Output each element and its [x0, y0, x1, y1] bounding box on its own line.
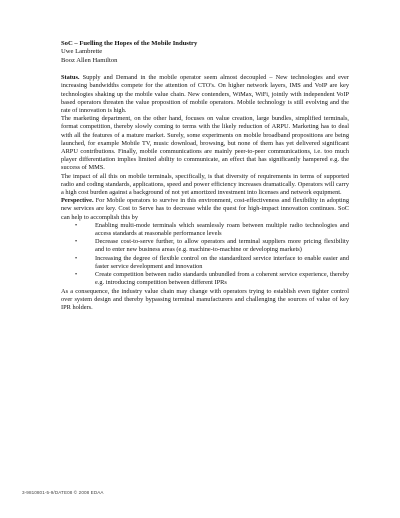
list-item-text: Decrease cost-to-serve further, to allow operators and terminal suppliers more pricing flexibility and to enter new business areas (e.g. machine-to-machine or developing markets): [95, 238, 349, 254]
bullet-icon: •: [75, 239, 78, 246]
terminals-paragraph: The impact of all this on mobile terminals, specifically, is that diversity of requirements in terms of supported radio and coding standards, applications, speed and power efficiency increases dramatically. Operators will carry a high cost burden against a background of not yet amortized investment into licenses and network equipment.: [61, 172, 349, 197]
author-block: [61, 48, 349, 65]
list-item-text: Enabling multi-mode terminals which seamlessly roam between multiple radio technologies and access standards at reasonable performance levels: [95, 221, 349, 238]
closing-paragraph: As a consequence, the industry value chain may change with operators trying to establish even tighter control over system design and thereby bypassing terminal manufacturers and challenging the sources of value of key IPR holders.: [61, 287, 349, 311]
list-item-text: Increasing the degree of flexible control on the standardized service interface to enable easier and faster service development and innovation: [95, 254, 349, 270]
perspective-heading: Perspective.: [61, 197, 94, 205]
list-item: [61, 222, 349, 238]
list-item-text: Create competition between radio standards unbundled from a coherent service experience, thereby e.g. introducing competition between different IPRs: [95, 271, 349, 287]
bullet-icon: •: [75, 222, 78, 229]
document-body: [61, 40, 349, 312]
status-text: Supply and Demand in the mobile operator seem almost decoupled – New technologies and ever increasing bandwidths compete for the attention of CTO's. On higher network layers, IMS and VoIP are key technologies shaking up the mobile value chain. New contenders, WiMax, WiFi, jointly with independent VoIP based operators threaten the value proposition of mobile operators. Mobile technology is still evolving and the rate of innovation is high.: [61, 74, 349, 115]
perspective-text: For Mobile operators to survive in this environment, cost-effectiveness and flexibility in adopting new services are key. Cost to Serve has to decrease while the quest for high-impact innovation continues. SoC can help to accomplish this by: [61, 197, 349, 221]
list-item: [61, 238, 349, 254]
page-footer: 3-9810801-5-9/DATE08 © 2008 EDAA: [22, 490, 104, 495]
perspective-paragraph: [61, 197, 349, 222]
status-heading: Status.: [61, 74, 80, 82]
list-item: [61, 271, 349, 287]
bullet-icon: •: [75, 255, 78, 262]
list-item: [61, 255, 349, 271]
author-name: Uwe Lambrette: [61, 48, 103, 56]
author-affiliation: Booz Allen Hamilton: [61, 56, 118, 64]
status-paragraph: [61, 74, 349, 115]
bullet-icon: •: [75, 272, 78, 279]
benefits-list: [61, 222, 349, 288]
document-title: SoC – Fuelling the Hopes of the Mobile Industry: [61, 40, 198, 47]
marketing-paragraph: The marketing department, on the other hand, focuses on value creation, large bundles, simplified terminals, format competition, thereby slowly coming to terms with the likely reduction of ARPU. Marketing has to deal with all the features of a mature market. Surely, some experiments on mobile broadband propositions are being launched, for example Mobile TV, music download, browsing, but none of them has yet delivered significant ARPU contributions. Finally, mobile communications are mainly peer-to-peer communications, i.e. too much player differentiation implies limited ability to communicate, an effect that has significantly hampered e.g. the success of MMS.: [61, 115, 349, 172]
